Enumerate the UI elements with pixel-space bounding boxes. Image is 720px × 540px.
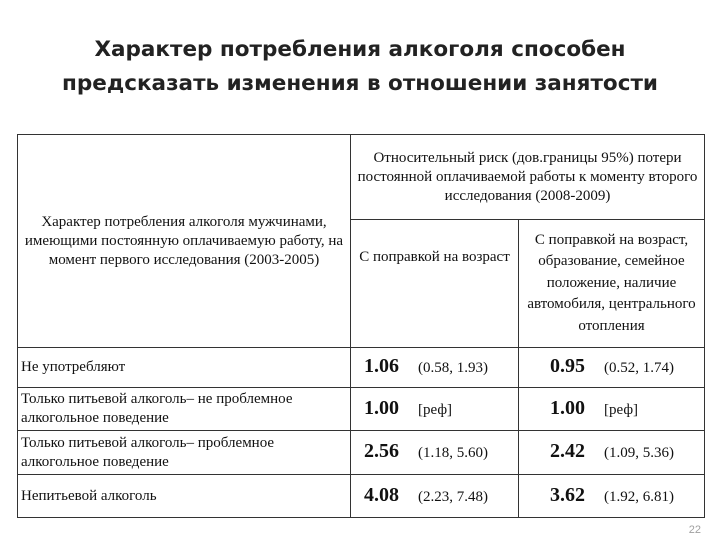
ci-value: (0.58, 1.93) <box>418 360 488 376</box>
rr-full-cell <box>519 475 705 518</box>
header-row-1 <box>18 135 705 220</box>
rr-value: 1.00 <box>550 396 585 419</box>
table-row <box>18 348 705 388</box>
ci-value: (1.09, 5.36) <box>604 445 674 461</box>
table-row <box>18 475 705 518</box>
rr-value: 1.06 <box>364 355 399 377</box>
rr-value: 0.95 <box>550 355 585 377</box>
ci-value: (1.92, 6.81) <box>604 488 674 505</box>
header-adjusted-full: С поправкой на возраст, образование, семейное положение, наличие автомобиля, центрального отопления <box>519 220 705 348</box>
page-number: 22 <box>688 524 701 536</box>
header-exposure: Характер потребления алкоголя мужчинами, имеющими постоянную оплачиваемую работу, на момент первого исследования (2003-2005) <box>18 135 351 348</box>
ci-value: (1.18, 5.60) <box>418 445 488 461</box>
rr-full-cell <box>519 431 705 475</box>
table-row <box>18 388 705 431</box>
results-table <box>17 134 705 518</box>
rr-value: 3.62 <box>550 483 585 506</box>
rr-full-cell <box>519 388 705 431</box>
slide-title-line-1: Характер потребления алкоголя способен <box>94 37 626 62</box>
header-adjusted-age: С поправкой на возраст <box>351 220 519 348</box>
rr-age-cell <box>351 348 519 388</box>
table-row <box>18 431 705 475</box>
rr-value: 2.42 <box>550 440 585 462</box>
slide-title <box>0 33 720 101</box>
slide-title-line-2: предсказать изменения в отношении занятости <box>62 71 658 96</box>
row-label: Только питьевой алкоголь– проблемное алкогольное поведение <box>18 431 351 475</box>
rr-value: 2.56 <box>364 440 399 462</box>
row-label: Непитьевой алкоголь <box>18 475 351 518</box>
row-label: Только питьевой алкоголь– не проблемное алкогольное поведение <box>18 388 351 431</box>
rr-value: 4.08 <box>364 483 399 506</box>
rr-age-cell <box>351 388 519 431</box>
rr-full-cell <box>519 348 705 388</box>
rr-age-cell <box>351 431 519 475</box>
row-label: Не употребляют <box>18 348 351 388</box>
ci-value: [реф] <box>604 401 639 418</box>
ci-value: [реф] <box>418 401 453 418</box>
ci-value: (0.52, 1.74) <box>604 360 674 376</box>
rr-value: 1.00 <box>364 396 399 419</box>
rr-age-cell <box>351 475 519 518</box>
ci-value: (2.23, 7.48) <box>418 488 488 505</box>
header-outcome: Относительный риск (дов.границы 95%) потери постоянной оплачиваемой работы к моменту второго исследования (2008-2009) <box>351 135 705 220</box>
